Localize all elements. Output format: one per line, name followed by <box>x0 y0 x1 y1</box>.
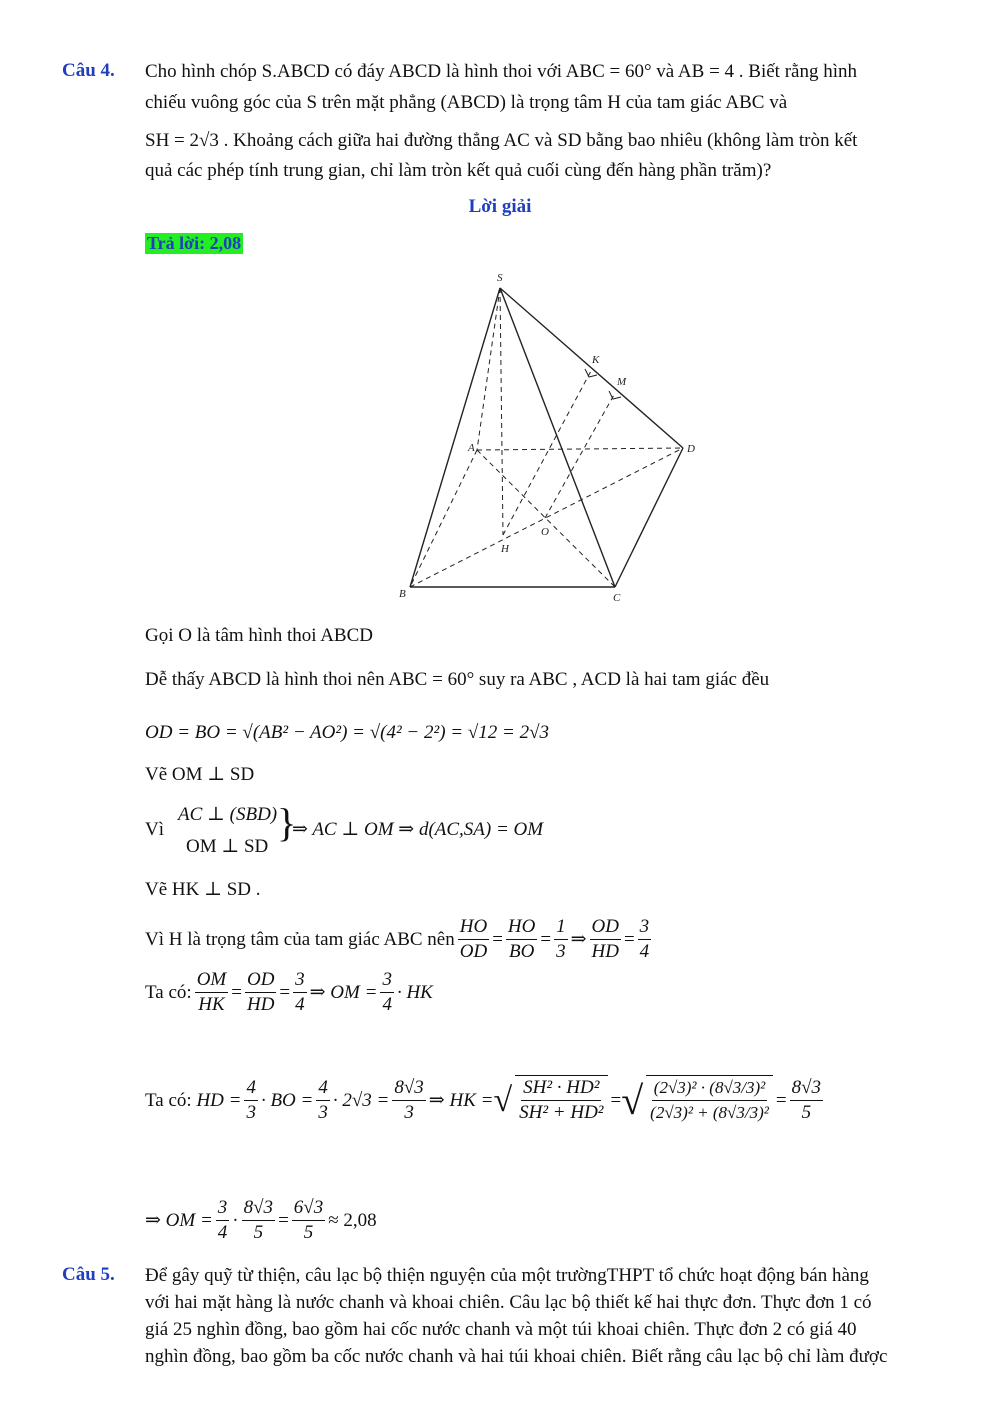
line-8-text: Ta có: <box>145 982 192 1003</box>
fraction-om-hk: $\frac{OM}{HK}$ <box>196 969 227 1015</box>
solution-line-3: OD = BO = √(AB² − AO²) = √(4² − 2²) = √12 = 2√3 <box>145 722 550 743</box>
fraction-3-4: $\frac{3}{4}$ <box>639 916 650 962</box>
solution-line-2: Dễ thấy ABCD là hình thoi nên ABC = 60° suy ra ABC , ACD là hai tam giác đều <box>145 669 770 690</box>
edge-AB <box>410 450 477 587</box>
line-8-mid: ⇒ OM = <box>309 982 378 1003</box>
segment-SH <box>500 288 503 535</box>
question-4-line-2: chiếu vuông góc của S trên mặt phẳng (ABCD) là trọng tâm H của tam giác ABC và <box>145 92 788 113</box>
line-9-bo: · BO = <box>260 1089 314 1111</box>
segment-HK <box>503 371 591 535</box>
line-9-v: · 2√3 = <box>332 1089 390 1111</box>
diagonal-BD <box>410 448 683 587</box>
right-angle-K <box>585 369 597 377</box>
question-4-line-1: Cho hình chóp S.ABCD có đáy ABCD là hình thoi với ABC = 60° và AB = 4 . Biết rằng hình <box>145 61 857 82</box>
fraction-3-4-4: $\frac{3}{4}$ <box>217 1197 228 1243</box>
edge-CD <box>615 448 683 587</box>
label-S: S <box>497 272 503 284</box>
fraction-8r3-5-2: $\frac{8√3}{5}$ <box>243 1197 274 1243</box>
label-A: A <box>468 442 475 454</box>
solution-line-10: ⇒ OM = $\frac{3}{4}$ · $\frac{8√3}{5}$ = $\frac{6√3}{5}$ ≈ 2,08 <box>145 1197 377 1243</box>
solution-line-5-vi: Vì <box>145 819 164 840</box>
fraction-6r3-5: $\frac{6√3}{5}$ <box>293 1197 324 1243</box>
question-5-line-2: với hai mặt hàng là nước chanh và khoai chiên. Câu lạc bộ thiết kế hai thực đơn. Thực đơn 1 có <box>145 1292 872 1313</box>
edge-SD <box>500 288 683 448</box>
fraction-8r3-5: $\frac{8√3}{5}$ <box>791 1076 822 1123</box>
question-5-line-3: giá 25 nghìn đồng, bao gồm hai cốc nước chanh và một túi khoai chiên. Thực đơn 2 có giá 40 <box>145 1319 857 1340</box>
final-approx: ≈ 2,08 <box>328 1210 377 1231</box>
edge-SA <box>477 288 500 450</box>
fraction-ho-bo: $\frac{HO}{BO}$ <box>507 916 536 962</box>
answer-highlight: Trả lời: 2,08 <box>147 233 242 253</box>
fraction-hk-substituted: $\frac{\text{(2√3)² · (8√3/3)²}}{\text{(2√3)² + (8√3/3)²}}$ <box>646 1075 773 1125</box>
label-O: O <box>541 526 549 538</box>
fraction-ho-od: $\frac{HO}{OD}$ <box>459 916 488 962</box>
question-5-label: Câu 5. <box>62 1264 115 1285</box>
label-K: K <box>592 354 600 366</box>
line-9-text: Ta có: <box>145 1089 192 1111</box>
label-B: B <box>399 588 406 600</box>
question-5-line-4: nghìn đồng, bao gồm ba cốc nước chanh và hai túi khoai chiên. Biết rằng câu lạc bộ chỉ làm được <box>145 1346 888 1367</box>
fraction-3-4-2: $\frac{3}{4}$ <box>295 969 305 1015</box>
line-7-text: Vì H là trọng tâm của tam giác ABC nên <box>145 929 455 950</box>
question-5-line-1: Để gây quỹ từ thiện, câu lạc bộ thiện nguyện của một trườngTHPT tổ chức hoạt động bán hàng <box>145 1265 869 1286</box>
fraction-1-3: $\frac{1}{3}$ <box>556 916 566 962</box>
fraction-3-4-3: $\frac{3}{4}$ <box>382 969 392 1015</box>
solution-line-5-top: AC ⊥ (SBD) <box>178 804 278 825</box>
solution-line-4: Vẽ OM ⊥ SD <box>145 764 255 785</box>
solution-line-6: Vẽ HK ⊥ SD . <box>145 879 261 900</box>
label-M: M <box>617 376 627 388</box>
line-10-a: ⇒ OM = <box>145 1210 213 1231</box>
fraction-hk-formula: $\frac{\text{SH² · HD²}}{\text{SH² + HD²}}$ <box>515 1075 607 1125</box>
fraction-4-3-2: $\frac{4}{3}$ <box>318 1076 328 1123</box>
fraction-od-hd: $\frac{OD}{HD}$ <box>591 916 619 962</box>
solution-line-8: Ta có: $\frac{OM}{HK}$ = $\frac{OD}{HD}$ = $\frac{3}{4}$ ⇒ OM = $\frac{3}{4}$ · HK <box>145 969 433 1015</box>
line-8-end: · HK <box>396 982 433 1003</box>
edge-SC <box>500 288 615 587</box>
sqrt-sign: √ <box>493 1081 513 1119</box>
question-4-line-4: quả các phép tính trung gian, chỉ làm tròn kết quả cuối cùng đến hàng phần trăm)? <box>145 160 772 181</box>
question-4-label: Câu 4. <box>62 60 115 81</box>
fraction-8r3-3: $\frac{8√3}{3}$ <box>394 1076 424 1123</box>
sqrt-sign-2: √ <box>621 1077 644 1123</box>
right-brace: } <box>277 800 297 845</box>
solution-line-5-bottom: OM ⊥ SD <box>186 836 269 857</box>
segment-OM <box>545 393 615 518</box>
label-D: D <box>687 443 695 455</box>
pyramid-figure <box>395 265 720 607</box>
fraction-4-3: $\frac{4}{3}$ <box>246 1076 256 1123</box>
question-4-line-3: SH = 2√3 . Khoảng cách giữa hai đường thẳng AC và SD bằng bao nhiêu (không làm tròn kết <box>145 130 858 151</box>
solution-title: Lời giải <box>468 196 532 217</box>
line-9-hk: ⇒ HK = <box>428 1089 494 1111</box>
solution-line-5-rest: ⇒ AC ⊥ OM ⇒ d(AC,SA) = OM <box>292 819 544 840</box>
solution-line-1: Gọi O là tâm hình thoi ABCD <box>145 625 373 646</box>
fraction-od-hd-2: $\frac{OD}{HD}$ <box>246 969 275 1015</box>
line-9-hd: HD = <box>196 1089 242 1111</box>
edge-AD <box>477 448 683 450</box>
solution-line-9: Ta có: HD = $\frac{4}{3}$ · BO = $\frac{4}{3}$ · 2√3 = $\frac{8√3}{3}$ ⇒ HK = √ $\frac{\text{SH² · HD²}}{\text{SH² + HD²}}$ = √ $\frac{\text{(2√3)² · (8√3/3)²}}{\text{(2√3)² + (8√3/3)²}}$ = $\frac{8√3}{5}$ <box>145 1076 822 1123</box>
label-C: C <box>613 592 621 604</box>
solution-line-7: Vì H là trọng tâm của tam giác ABC nên $\frac{HO}{OD}$ = $\frac{HO}{BO}$ = $\frac{1}{3}$ ⇒ $\frac{OD}{HD}$ = $\frac{3}{4}$ <box>145 916 650 962</box>
label-H: H <box>501 543 509 555</box>
diagonal-AC <box>477 450 615 587</box>
edge-SB <box>410 288 500 587</box>
